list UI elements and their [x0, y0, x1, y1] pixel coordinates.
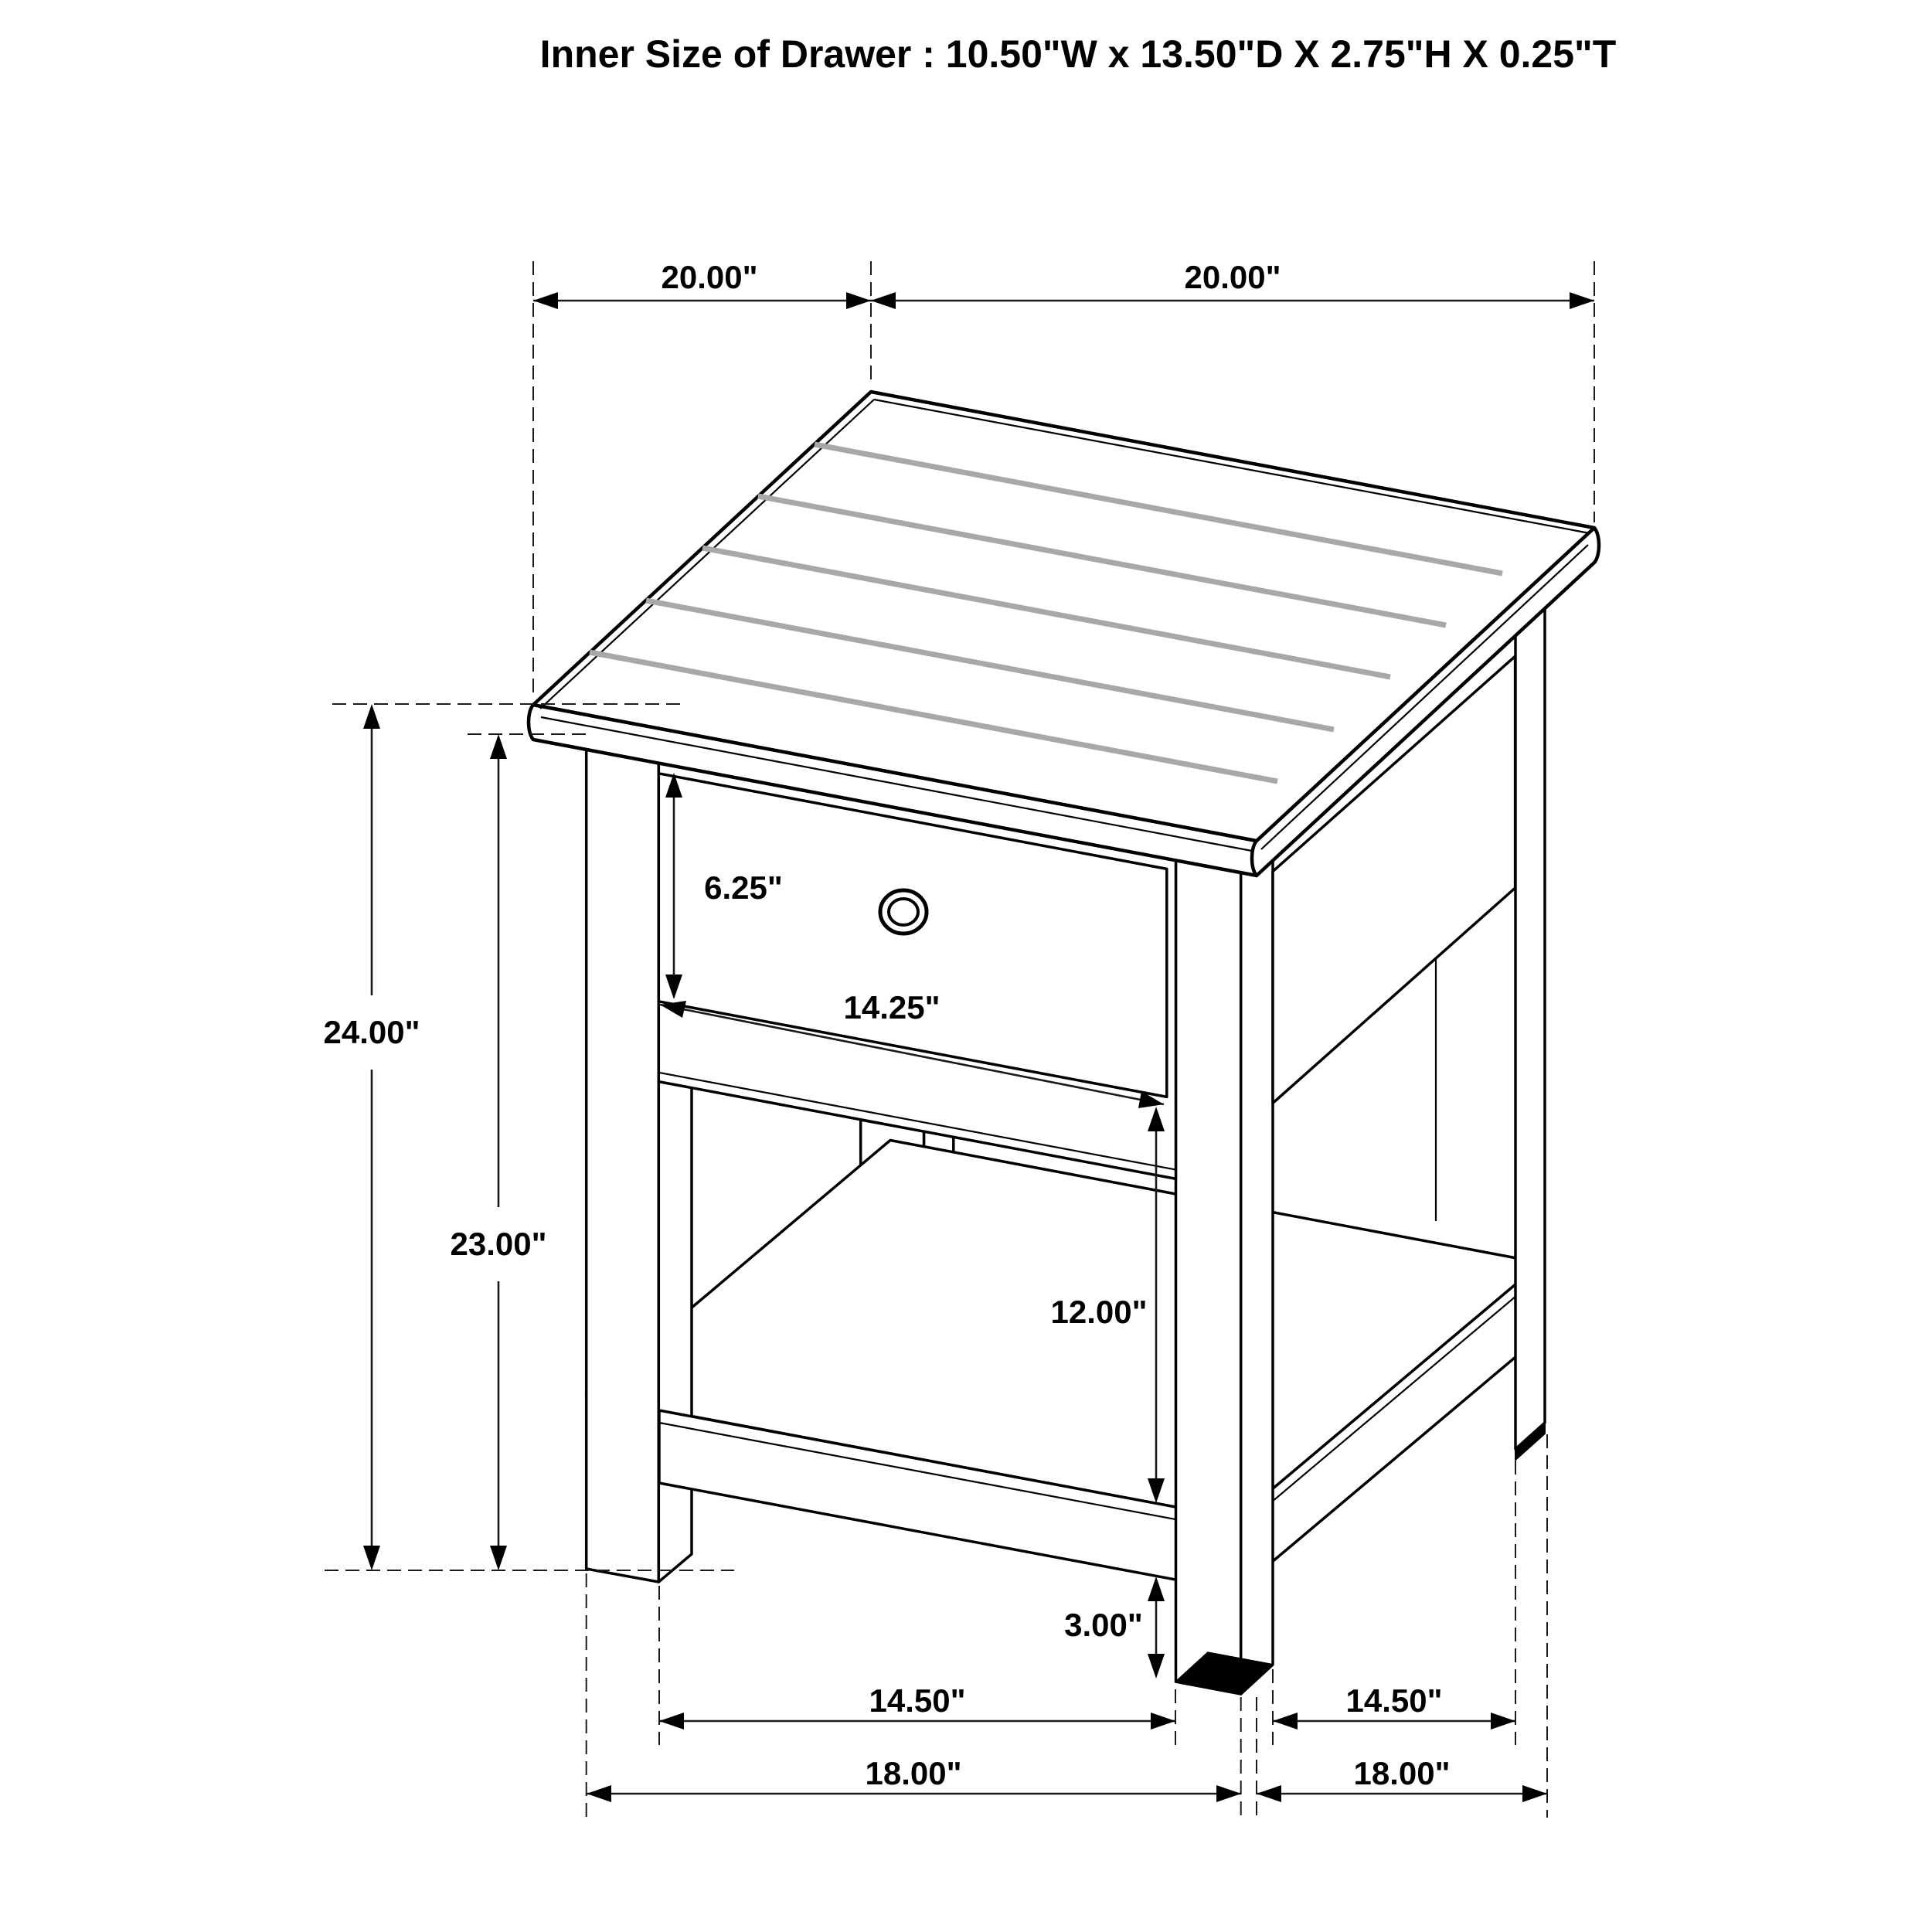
- dim-label-base-width-front: 18.00": [865, 1755, 962, 1791]
- dim-overall-height: [323, 704, 420, 1570]
- dim-label-drawer-front-height: 6.25": [704, 869, 783, 906]
- front-right-leg: [1176, 826, 1274, 1694]
- dim-label-drawer-front-width: 14.25": [843, 989, 940, 1026]
- dim-label-under-top-height: 23.00": [450, 1226, 547, 1262]
- dim-base-depth-side: [1257, 1755, 1547, 1802]
- dim-label-front-leg-spacing: 14.50": [869, 1682, 966, 1719]
- dim-label-open-compartment-height: 12.00": [1050, 1294, 1148, 1330]
- dim-front-leg-spacing: [659, 1682, 1175, 1730]
- dim-label-base-depth-side: 18.00": [1353, 1755, 1451, 1791]
- drawing-title: Inner Size of Drawer : 10.50"W x 13.50"D X 2.75"H X 0.25"T: [539, 32, 1617, 76]
- dim-side-leg-spacing: [1273, 1682, 1515, 1730]
- back-right-leg: [1515, 584, 1545, 1460]
- dim-top-depth-right: [871, 259, 1594, 309]
- dim-label-overall-height: 24.00": [323, 1014, 420, 1050]
- dim-under-top-height: [450, 734, 546, 1570]
- dim-label-top-width-left: 20.00": [661, 259, 758, 295]
- dim-base-width-front: [587, 1755, 1241, 1802]
- dim-label-side-leg-spacing: 14.50": [1345, 1682, 1443, 1719]
- drawer-knob: [880, 890, 927, 934]
- dim-label-bottom-clearance: 3.00": [1064, 1607, 1143, 1643]
- dim-bottom-clearance: [1064, 1577, 1165, 1679]
- dim-label-top-depth-right: 20.00": [1184, 259, 1281, 295]
- dim-top-width-left: [533, 259, 871, 309]
